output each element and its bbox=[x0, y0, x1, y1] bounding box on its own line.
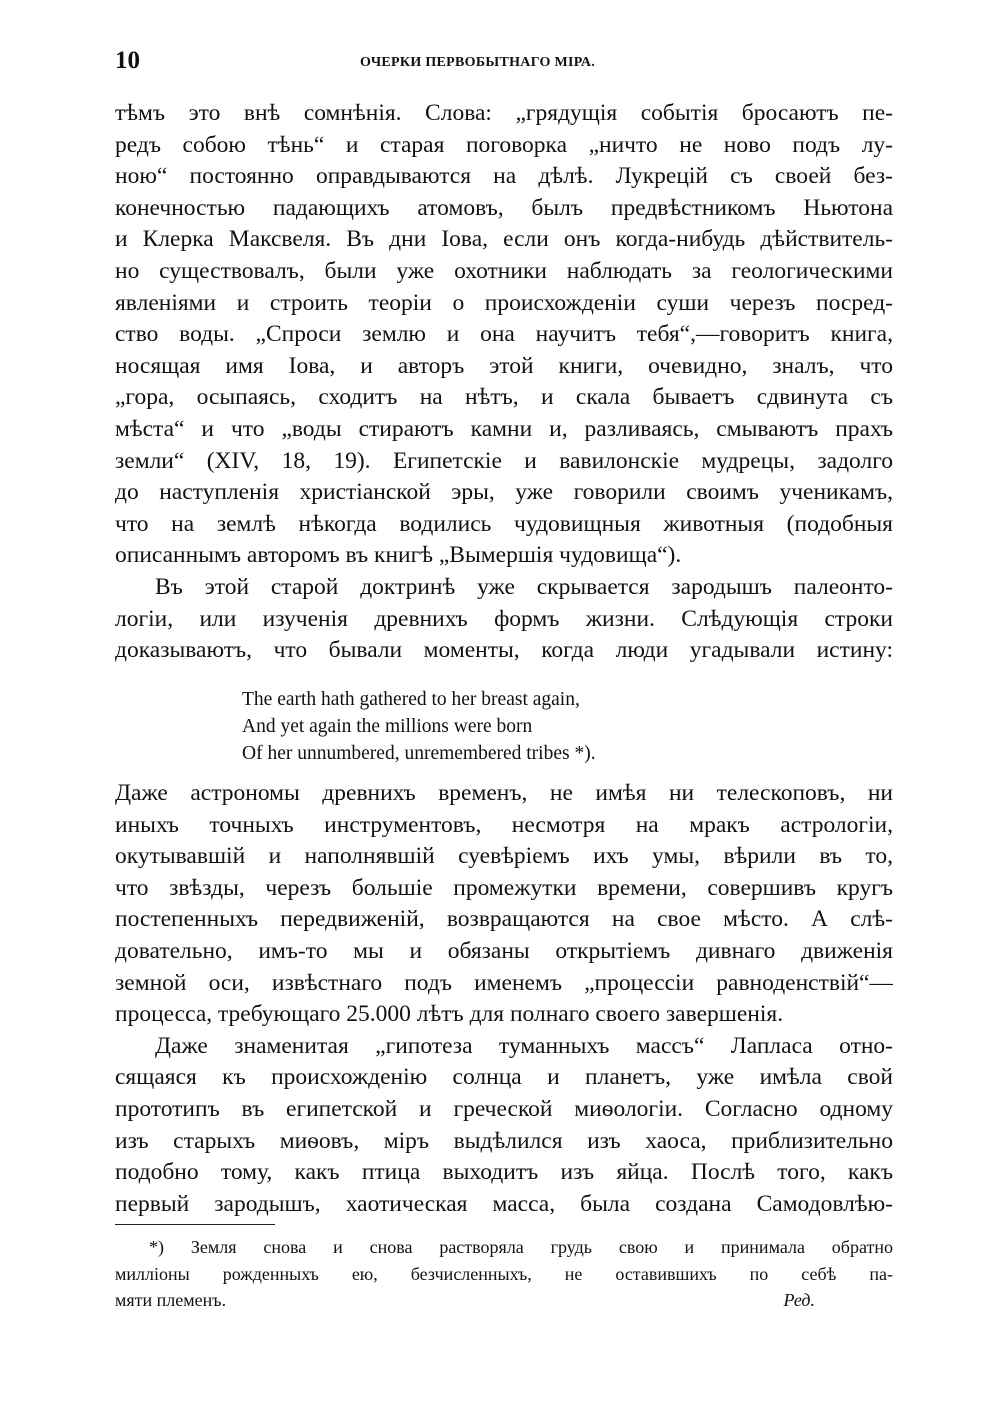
footnote bbox=[115, 1234, 893, 1314]
footnote-last-line bbox=[115, 1287, 815, 1314]
footnote-credit: Ред. bbox=[783, 1290, 815, 1310]
body-text-lower bbox=[115, 778, 893, 1220]
text-line: что на землѣ нѣкогда водились чудовищныя животныя (подобныя bbox=[115, 510, 893, 537]
text-line: носящая имя Іова, и авторъ этой книги, очевидно, зналъ, что bbox=[115, 352, 893, 379]
text-line: что звѣзды, черезъ большіе промежутки времени, совершивъ кругъ bbox=[115, 874, 893, 901]
text-line: прототипъ въ египетской и греческой миѳологіи. Согласно одному bbox=[115, 1095, 893, 1122]
text-line: явленіями и строить теоріи о происхожденіи суши черезъ посред- bbox=[115, 289, 893, 316]
text-line: сящаяся къ происхожденію солнца и планетъ, уже имѣла свой bbox=[115, 1064, 893, 1091]
text-line: описаннымъ авторомъ въ книгѣ „Вымершія чудовища“). bbox=[115, 542, 682, 569]
paragraph-4 bbox=[115, 1031, 893, 1221]
poem-line: And yet again the millions were born bbox=[242, 716, 533, 737]
text-line: земной оси, извѣстнаго подъ именемъ „процессіи равноденствій“— bbox=[115, 969, 893, 996]
paragraph-2 bbox=[115, 572, 893, 667]
text-line: редъ собою тѣнь“ и старая поговорка „ничто не ново подъ лу- bbox=[115, 131, 893, 158]
poem-quote bbox=[242, 686, 762, 767]
text-line: но существовалъ, были уже охотники наблюдать за геологическими bbox=[115, 257, 893, 284]
footnote-line: *) Земля снова и снова растворяла грудь свою и принимала обратно bbox=[149, 1237, 893, 1257]
text-line: постепенныхъ передвиженій, возвращаются на свое мѣсто. А слѣ- bbox=[115, 906, 893, 933]
text-line: доказываютъ, что бывали моменты, когда люди угадывали истину: bbox=[115, 637, 893, 664]
text-line: и Клерка Максвеля. Въ дни Іова, если онъ когда-нибудь дѣйствитель- bbox=[115, 226, 893, 253]
text-line: ство воды. „Спроси землю и она научитъ тебя“,—говоритъ книга, bbox=[115, 321, 893, 348]
paragraph-1 bbox=[115, 98, 893, 572]
poem-line: The earth hath gathered to her breast again, bbox=[242, 689, 580, 710]
text-line: Даже знаменитая „гипотеза туманныхъ массъ“ Лапласа отно- bbox=[155, 1032, 893, 1059]
text-line: первый зародышъ, хаотическая масса, была создана Самодовлѣю- bbox=[115, 1190, 893, 1217]
text-line: тѣмъ это внѣ сомнѣнія. Слова: „грядущія событія бросаютъ пе- bbox=[115, 100, 893, 126]
text-line: процесса, требующаго 25.000 лѣтъ для полнаго своего завершенія. bbox=[115, 1001, 784, 1028]
text-line: земли“ (XIV, 18, 19). Египетскіе и вавилонскіе мудрецы, задолго bbox=[115, 447, 893, 474]
text-line: Даже астрономы древнихъ временъ, не имѣя ни телескоповъ, ни bbox=[115, 780, 893, 806]
page-number: 10 bbox=[115, 47, 140, 74]
running-title: ОЧЕРКИ ПЕРВОБЫТНАГО МІРА. bbox=[360, 55, 596, 70]
text-line: подобно тому, какъ птица выходитъ изъ яйца. Послѣ того, какъ bbox=[115, 1159, 893, 1186]
text-line: ною“ постоянно оправдываются на дѣлѣ. Лукрецій съ своей без- bbox=[115, 163, 893, 190]
footnote-line: милліоны рожденныхъ ею, безчисленныхъ, не оставившихъ по себѣ па- bbox=[115, 1263, 893, 1284]
text-line: „гора, осыпаясь, сходитъ на нѣтъ, и скала бываетъ сдвинута съ bbox=[115, 384, 893, 411]
text-line: окутывавшій и наполнявшій суевѣріемъ ихъ умы, вѣрили въ то, bbox=[115, 843, 893, 870]
footnote-line: мяти племенъ. bbox=[115, 1290, 227, 1310]
footnote-divider bbox=[115, 1224, 275, 1225]
text-line: логіи, или изученія древнихъ формъ жизни. Слѣдующія строки bbox=[115, 605, 893, 632]
text-line: иныхъ точныхъ инструментовъ, несмотря на мракъ астрологіи, bbox=[115, 811, 893, 838]
text-line: изъ старыхъ миѳовъ, міръ выдѣлился изъ хаоса, приблизительно bbox=[115, 1127, 893, 1154]
poem-line: Of her unnumbered, unremembered tribes *). bbox=[242, 743, 596, 764]
text-line: до наступленія христіанской эры, уже говорили своимъ ученикамъ, bbox=[115, 479, 893, 506]
text-line: довательно, имъ-то мы и обязаны открытіемъ дивнаго движенія bbox=[115, 937, 893, 964]
paragraph-3 bbox=[115, 778, 893, 1031]
page-header bbox=[115, 46, 893, 80]
text-line: мѣста“ и что „воды стираютъ камни и, разливаясь, смываютъ прахъ bbox=[115, 415, 893, 442]
body-text-upper bbox=[115, 98, 893, 667]
text-line: конечностью падающихъ атомовъ, былъ предвѣстникомъ Ньютона bbox=[115, 194, 893, 221]
text-line: Въ этой старой доктринѣ уже скрывается зародышъ палеонто- bbox=[155, 573, 893, 600]
